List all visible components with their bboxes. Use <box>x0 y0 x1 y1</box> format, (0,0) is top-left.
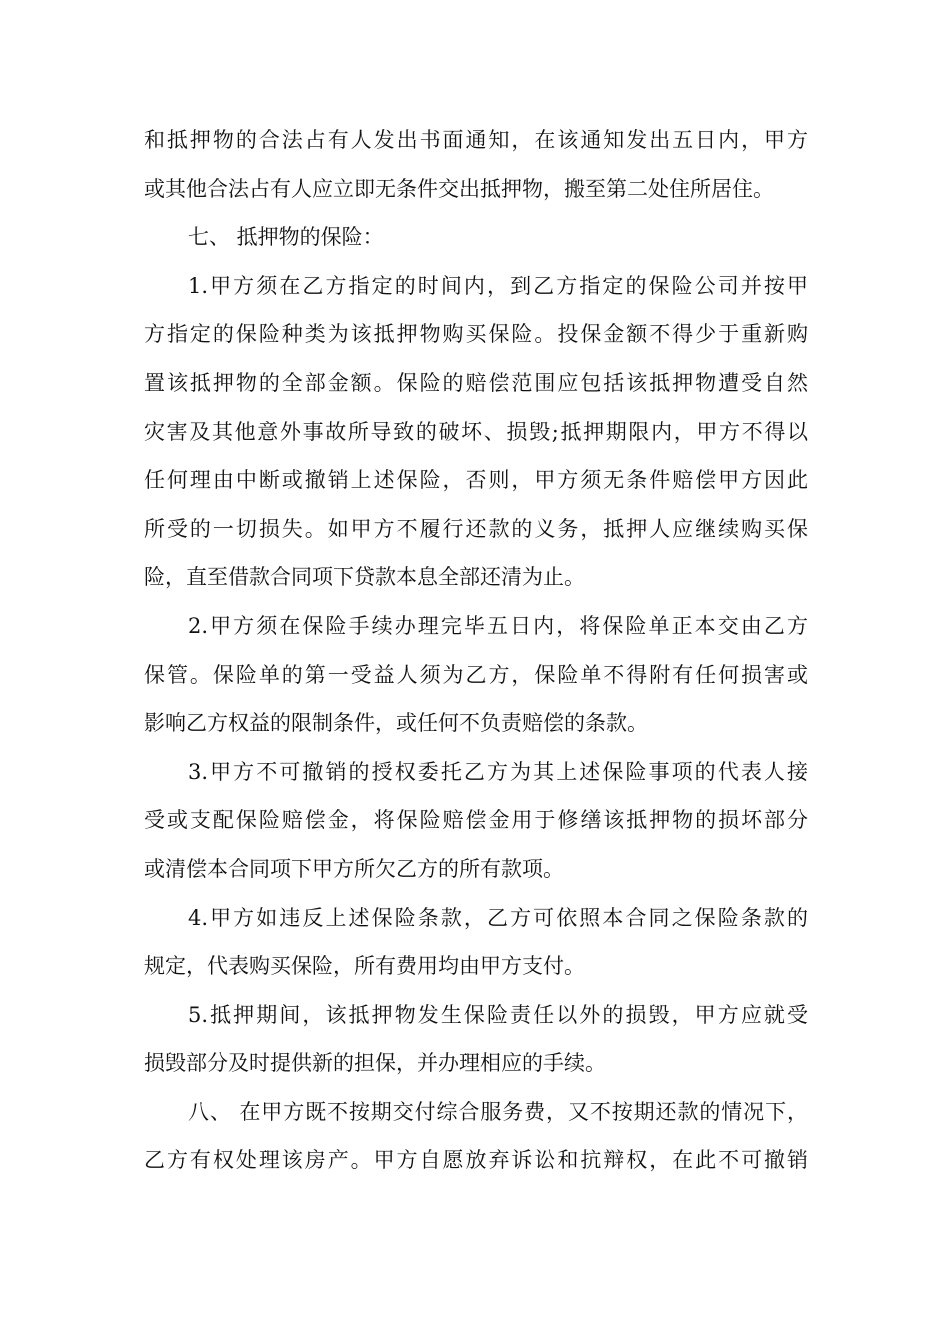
paragraph-line: 方指定的保险种类为该抵押物购买保险。投保金额不得少于重新购 <box>144 322 808 347</box>
paragraph-line: 受或支配保险赔偿金，将保险赔偿金用于修缮该抵押物的损坏部分 <box>144 808 808 833</box>
paragraph-line: 损毁部分及时提供新的担保，并办理相应的手续。 <box>144 1051 606 1076</box>
paragraph-line: 任何理由中断或撤销上述保险，否则，甲方须无条件赔偿甲方因此 <box>144 468 808 493</box>
section-heading: 七、 抵押物的保险： <box>188 225 384 250</box>
paragraph-line: 保管。保险单的第一受益人须为乙方，保险单不得附有任何损害或 <box>144 662 808 687</box>
paragraph-line: 5.抵押期间，该抵押物发生保险责任以外的损毁，甲方应就受 <box>188 1002 808 1027</box>
paragraph-line: 4.甲方如违反上述保险条款，乙方可依照本合同之保险条款的 <box>188 905 808 930</box>
paragraph-line: 影响乙方权益的限制条件，或任何不负责赔偿的条款。 <box>144 711 648 736</box>
paragraph-line: 1.甲方须在乙方指定的时间内，到乙方指定的保险公司并按甲 <box>188 273 808 298</box>
paragraph-line: 所受的一切损失。如甲方不履行还款的义务，抵押人应继续购买保 <box>144 516 808 541</box>
document-body <box>144 116 808 1185</box>
paragraph-line: 3.甲方不可撤销的授权委托乙方为其上述保险事项的代表人接 <box>188 759 808 784</box>
paragraph-line: 2.甲方须在保险手续办理完毕五日内，将保险单正本交由乙方 <box>188 613 808 638</box>
paragraph-line: 和抵押物的合法占有人发出书面通知，在该通知发出五日内，甲方 <box>144 128 808 152</box>
paragraph-line: 险，直至借款合同项下贷款本息全部还清为止。 <box>144 565 585 590</box>
paragraph-line: 置该抵押物的全部金额。保险的赔偿范围应包括该抵押物遭受自然 <box>144 370 808 395</box>
section-heading: 八、 在甲方既不按期交付综合服务费，又不按期还款的情况下， <box>188 1099 808 1124</box>
paragraph-line: 或其他合法占有人应立即无条件交出抵押物，搬至第二处住所居住。 <box>144 176 774 201</box>
paragraph-line: 规定，代表购买保险，所有费用均由甲方支付。 <box>144 954 585 979</box>
paragraph-line: 灾害及其他意外事故所导致的破坏、损毁;抵押期限内，甲方不得以 <box>144 419 808 444</box>
paragraph-line: 或清偿本合同项下甲方所欠乙方的所有款项。 <box>144 856 564 881</box>
paragraph-line: 乙方有权处理该房产。甲方自愿放弃诉讼和抗辩权，在此不可撤销 <box>144 1148 808 1173</box>
